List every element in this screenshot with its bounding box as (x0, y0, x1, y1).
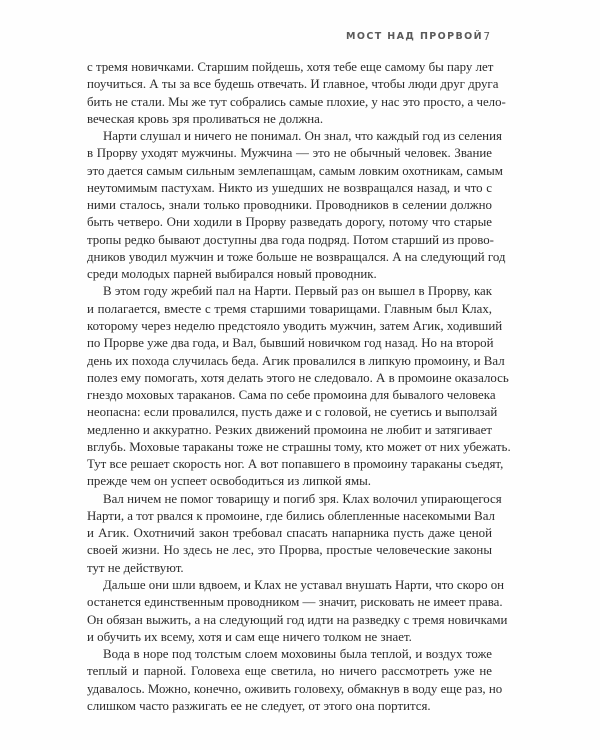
paragraph (87, 577, 508, 646)
text-line: в Прорву уходят мужчины. Мужчина — это не обычный человек. Звание (87, 146, 492, 161)
text-line: ними сталось, знали только проводники. Проводников в селении должно (87, 198, 492, 213)
text-line: дников уводил мужчин и тоже больше не возвращался. А на следующий год (87, 249, 506, 264)
running-title: МОСТ НАД ПРОРВОЙ (346, 31, 483, 42)
text-line: Вал ничем не помог товарищу и погиб зря. Клах волочил упирающегося (103, 491, 502, 506)
text-line: Нарти, а тот рвался к промоине, где бились облепленные насекомыми Вал (87, 508, 495, 523)
paragraph (87, 283, 511, 490)
running-header (300, 31, 490, 47)
text-line: Тут все решает скорость ног. А вот попавшего в промоину тараканы съедят, (87, 457, 504, 472)
paragraph (87, 646, 503, 715)
text-line: теплый и парной. Головеха еще светила, но ничего рассмотреть уже не (87, 664, 492, 679)
text-line: и Агик. Охотничий закон требовал спасать напарника пусть даже ценой (87, 526, 492, 541)
text-line: Дальше они шли вдвоем, и Клах не уставал внушать Нарти, что скоро он (103, 577, 505, 592)
text-line: бить не стали. Мы же тут собрались самые плохие, у нас это просто, а чело- (87, 94, 506, 109)
text-line: останется единственным проводником — значит, рисковать не имеет права. (87, 595, 503, 610)
text-line: вглубь. Моховые тараканы тоже не страшны тому, кто может от них убежать. (87, 439, 511, 454)
text-line: гнездо моховых тараканов. Сама по себе промоина для бывалого человека (87, 388, 496, 403)
page-number: 7 (483, 31, 490, 43)
text-line: тут не действуют. (87, 560, 184, 575)
paragraph (87, 59, 506, 128)
text-line: удавалось. Можно, конечно, оживить головеху, обмакнув в воду еще раз, но (87, 681, 503, 696)
text-line: которому через неделю предстояло уводить мужчин, затем Агик, ходивший (87, 318, 503, 333)
text-line: с тремя новичками. Старшим пойдешь, хотя тебе еще самому бы пару лет (87, 60, 494, 74)
text-line: слишком часто разжигать ее не следует, от этого она портится. (87, 698, 431, 713)
text-line: неопасна: если провалился, пусть даже и с головой, не суетись и выползай (87, 405, 498, 420)
text-line: медленно и аккуратно. Резких движений промоина не любит и затягивает (87, 422, 492, 437)
paragraph (87, 491, 502, 577)
text-line: Нарти слушал и ничего не понимал. Он знал, что каждый год из селения (103, 129, 502, 144)
text-line: и обучить их всему, хотя и сам еще ничего толком не знает. (87, 629, 412, 644)
text-line: своей жизни. Но здесь не лес, это Прорва, простые человеческие законы (87, 543, 492, 558)
text-line: среди молодых парней выбирался новый проводник. (87, 267, 377, 282)
text-line: это дается самым сильным землепашцам, самым ловким охотникам, самым (87, 163, 503, 178)
text-line: день их похода случилась беда. Агик провалился в липкую промоину, и Вал (87, 353, 505, 368)
text-line: полез ему помогать, хотя делать этого не следовало. А в промоине оказалось (87, 370, 509, 385)
text-line: быть четверо. Они ходили в Прорву разведать дорогу, потому что старые (87, 215, 492, 230)
text-line: прежде чем он успеет освободиться из липкой ямы. (87, 474, 371, 489)
text-line: по Прорве уже два года, и Вал, бывший новичком год назад. Но на второй (87, 336, 494, 351)
text-line: неутомимым пастухам. Никто из ушедших не возвращался назад, и что с (87, 180, 492, 195)
text-line: Он обязан выжить, а на следующий год идти на разведку с тремя новичками (87, 612, 508, 627)
text-line: и полагается, вместе с тремя старшими товарищами. Главным был Клах, (87, 301, 492, 316)
text-line: поучиться. А ты за все будешь отвечать. И главное, чтобы люди друг друга (87, 77, 499, 92)
text-line: веческая кровь зря проливаться не должна. (87, 111, 324, 126)
paragraph (87, 128, 506, 283)
text-line: Вода в норе под толстым слоем моховины была теплой, и воздух тоже (103, 647, 492, 662)
text-line: тропы редко бывают доступны два года подряд. Потом старший из прово- (87, 232, 494, 247)
text-line: В этом году жребий пал на Нарти. Первый раз он вышел в Прорву, как (103, 284, 492, 299)
page-body (87, 59, 511, 715)
